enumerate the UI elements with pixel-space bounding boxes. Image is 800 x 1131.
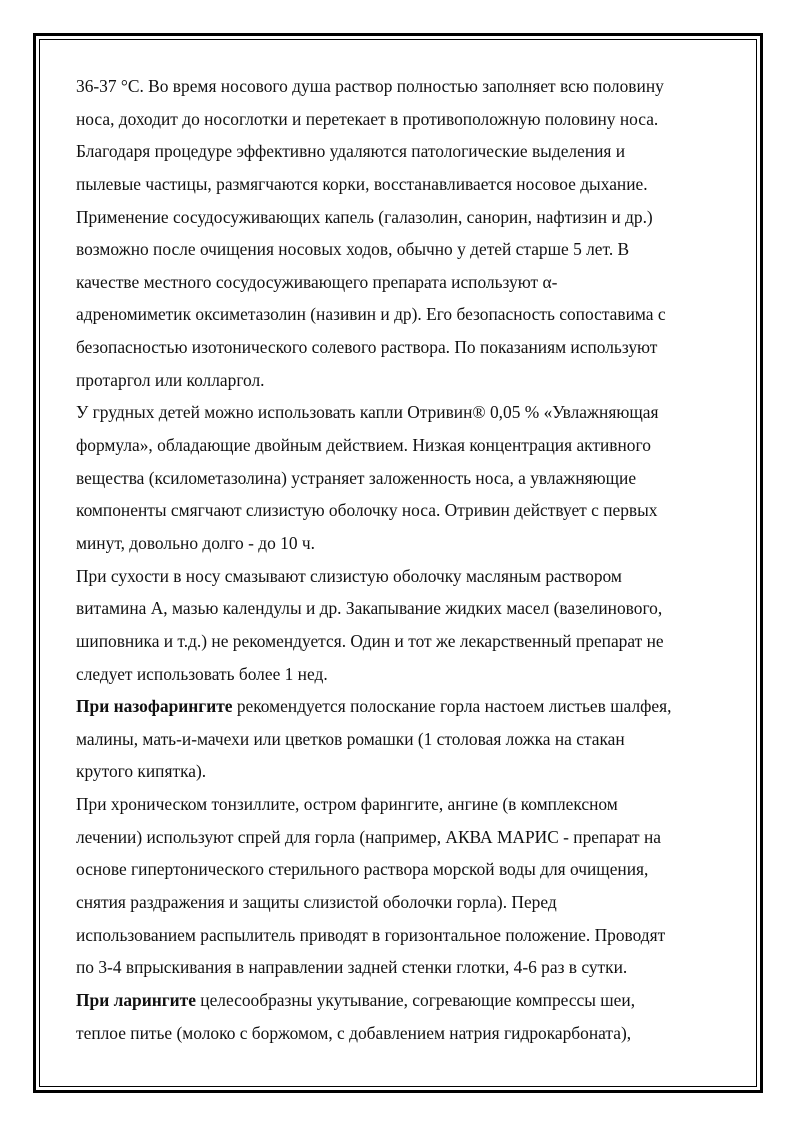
text-line: крутого кипятка).	[76, 761, 207, 782]
text-line: При хроническом тонзиллите, остром фарингите, ангине (в комплексном	[76, 794, 618, 815]
text-line: адреномиметик оксиметазолин (називин и др). Его безопасность сопоставима с	[76, 304, 666, 325]
document-body	[76, 70, 726, 1049]
text-line: витамина А, мазью календулы и др. Закапывание жидких масел (вазелинового,	[76, 598, 663, 619]
text-line: малины, мать-и-мачехи или цветков ромашки (1 столовая ложка на стакан	[76, 728, 625, 749]
text-line: Применение сосудосуживающих капель (галазолин, санорин, нафтизин и др.)	[76, 206, 653, 227]
text-line: пылевые частицы, размягчаются корки, восстанавливается носовое дыхание.	[76, 173, 648, 194]
text-line: возможно после очищения носовых ходов, обычно у детей старше 5 лет. В	[76, 239, 630, 260]
text-line-laryngitis	[76, 984, 726, 1017]
text-line: У грудных детей можно использовать капли Отривин® 0,05 % «Увлажняющая	[76, 402, 659, 423]
text-line: При сухости в носу смазывают слизистую оболочку масляным раствором	[76, 565, 622, 586]
text-run: целесообразны укутывание, согревающие компрессы шеи,	[195, 989, 636, 1010]
text-line: формула», обладающие двойным действием. Низкая концентрация активного	[76, 435, 651, 456]
text-line: теплое питье (молоко с боржомом, с добавлением натрия гидрокарбоната),	[76, 1022, 632, 1043]
text-line-nasopharyngitis	[76, 690, 726, 723]
text-line: минут, довольно долго - до 10 ч.	[76, 532, 315, 553]
text-line: 36-37 °С. Во время носового душа раствор полностью заполняет всю половину	[76, 76, 664, 96]
text-line: качестве местного сосудосуживающего препарата используют α-	[76, 271, 558, 292]
text-line: следует использовать более 1 нед.	[76, 663, 328, 684]
text-line: шиповника и т.д.) не рекомендуется. Один и тот же лекарственный препарат не	[76, 630, 664, 651]
text-line: лечении) используют спрей для горла (например, АКВА МАРИС - препарат на	[76, 826, 661, 847]
text-run: рекомендуется полоскание горла настоем листьев шалфея,	[232, 696, 672, 717]
text-line: компоненты смягчают слизистую оболочку носа. Отривин действует с первых	[76, 500, 658, 521]
text-line: безопасностью изотонического солевого раствора. По показаниям используют	[76, 337, 658, 358]
text-line: Благодаря процедуре эффективно удаляются патологические выделения и	[76, 141, 626, 162]
text-line: по 3-4 впрыскивания в направлении задней стенки глотки, 4-6 раз в сутки.	[76, 957, 628, 978]
text-line: носа, доходит до носоглотки и перетекает в противоположную половину носа.	[76, 108, 659, 129]
text-line: вещества (ксилометазолина) устраняет заложенность носа, а увлажняющие	[76, 467, 637, 488]
text-line: протаргол или колларгол.	[76, 369, 265, 390]
heading-nasopharyngitis: При назофарингите	[76, 696, 233, 717]
heading-laryngitis: При ларингите	[76, 989, 196, 1010]
text-line: снятия раздражения и защиты слизистой оболочки горла). Перед	[76, 892, 557, 913]
text-line: основе гипертонического стерильного раствора морской воды для очищения,	[76, 859, 649, 880]
text-line: использованием распылитель приводят в горизонтальное положение. Проводят	[76, 924, 666, 945]
